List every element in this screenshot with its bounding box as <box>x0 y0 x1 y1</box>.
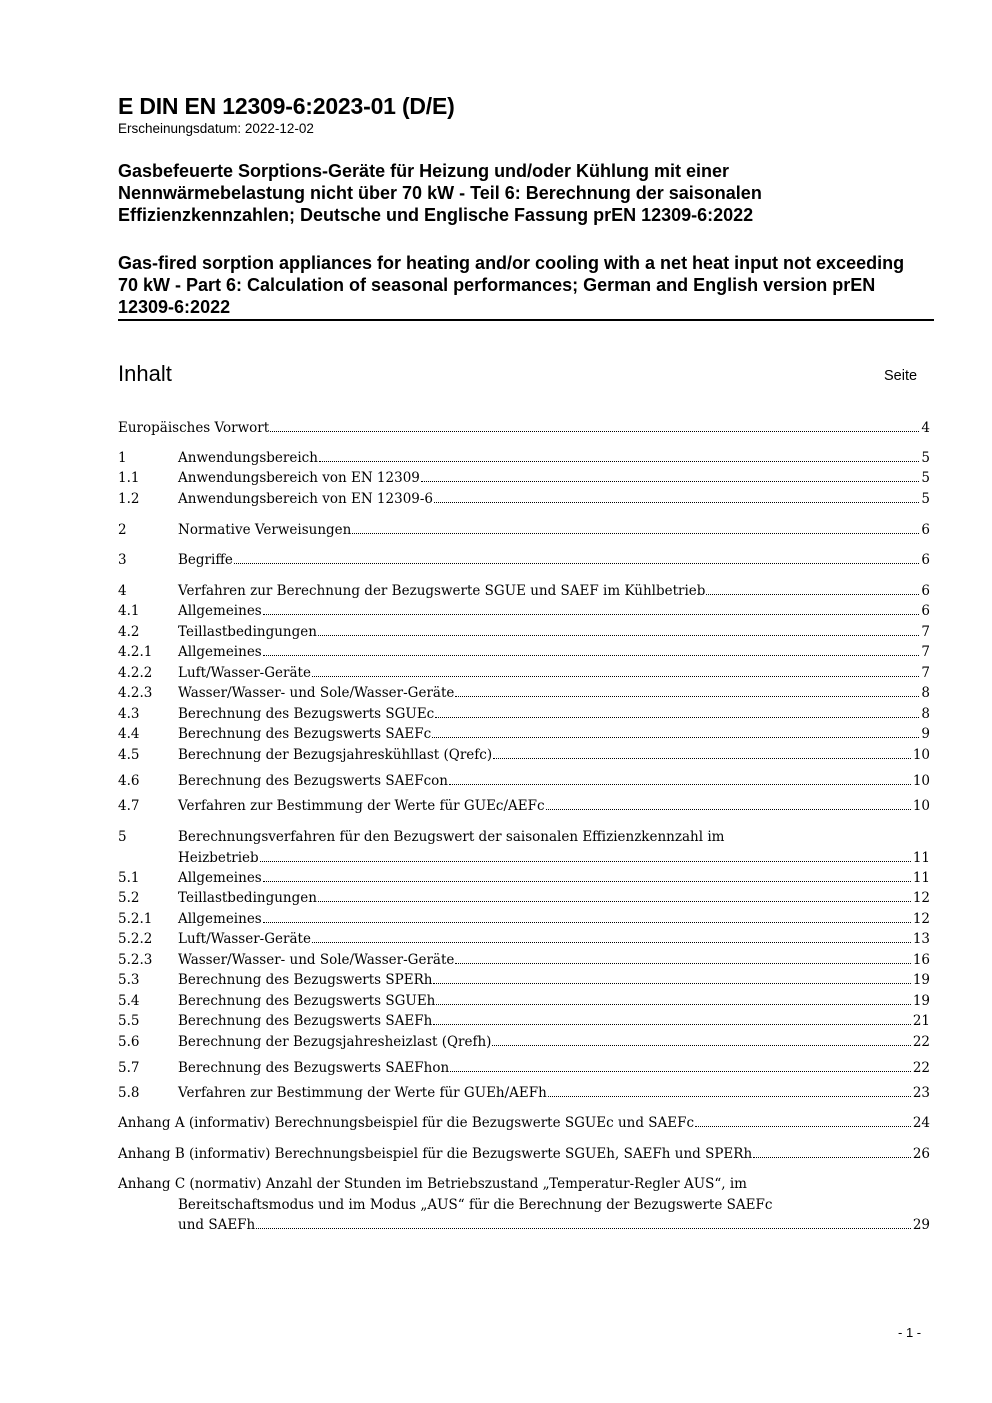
toc-entry-title: Berechnung des Bezugswerts SAEFc <box>178 726 432 742</box>
toc-leader-dots <box>436 991 910 1005</box>
toc-entry-number: 4.6 <box>118 773 140 789</box>
toc-entry-number: 4.4 <box>118 726 140 742</box>
toc-leader-dots <box>432 724 919 738</box>
toc-entry-number: 4.2.1 <box>118 644 153 660</box>
toc-entry[interactable] <box>118 724 930 744</box>
toc-entry-continuation <box>118 1195 930 1215</box>
toc-entry-number: 5.2.2 <box>118 931 153 947</box>
toc-entry-page: 8 <box>921 706 930 722</box>
toc-entry-page: 29 <box>912 1217 930 1233</box>
toc-entry-title: Anhang C (normativ) Anzahl der Stunden im Betriebszustand „Temperatur-Regler AUS“, im <box>118 1176 747 1192</box>
toc-entry-page: 24 <box>912 1115 930 1131</box>
toc-entry-number: 5.1 <box>118 870 140 886</box>
toc-leader-dots <box>434 489 919 503</box>
toc-entry-title: Allgemeines <box>178 870 262 886</box>
toc-entry-title: Berechnungsverfahren für den Bezugswert der saisonalen Effizienzkennzahl im <box>178 829 725 845</box>
toc-heading: Inhalt <box>118 361 172 386</box>
toc-entry[interactable] <box>118 601 930 621</box>
toc-leader-dots <box>449 771 911 785</box>
toc-entry-number: 4.2.3 <box>118 685 153 701</box>
toc-entry-page: 6 <box>921 522 930 538</box>
toc-entry-number: 1 <box>118 450 127 466</box>
toc-entry[interactable] <box>118 663 930 683</box>
toc-entry-page: 19 <box>912 993 930 1009</box>
toc-entry-title: Berechnung des Bezugswerts SGUEc <box>178 706 435 722</box>
toc-entry-page: 13 <box>912 931 930 947</box>
toc-entry[interactable] <box>118 468 930 488</box>
toc-entry-page: 23 <box>912 1085 930 1101</box>
toc-entry[interactable] <box>118 888 930 908</box>
toc-entry-title: Allgemeines <box>178 603 262 619</box>
toc-leader-dots <box>260 848 911 862</box>
toc-entry-page: 5 <box>921 470 930 486</box>
toc-entry-continuation <box>118 848 930 868</box>
toc-entry-title: Berechnung der Bezugsjahresheizlast (Qrefh) <box>178 1034 492 1050</box>
toc-entry[interactable] <box>118 868 930 888</box>
toc-entry-page: 5 <box>921 450 930 466</box>
toc-entry[interactable] <box>118 929 930 949</box>
toc-entry[interactable] <box>118 771 930 791</box>
toc-entry-number: 4.2.2 <box>118 665 153 681</box>
toc-leader-dots <box>312 663 919 677</box>
title-german: Gasbefeuerte Sorptions-Geräte für Heizung und/oder Kühlung mit einer Nennwärmebelastung nicht über 70 kW - Teil 6: Berechnung der saisonalen Effizienzkennzahlen; Deutsche und Englische Fassung prEN 12309-6:2022 <box>118 161 762 225</box>
toc-leader-dots <box>492 1032 910 1046</box>
toc-entry-page: 7 <box>921 644 930 660</box>
toc-entry-number: 5.8 <box>118 1085 140 1101</box>
toc-leader-dots <box>352 520 919 534</box>
toc-leader-dots <box>318 622 919 636</box>
toc-entry[interactable] <box>118 827 930 847</box>
toc-entry-page: 19 <box>912 972 930 988</box>
toc-entry-page: 16 <box>912 952 930 968</box>
toc-leader-dots <box>263 868 911 882</box>
toc-entry-number: 5.3 <box>118 972 140 988</box>
toc-entry-title: Wasser/Wasser- und Sole/Wasser-Geräte <box>178 952 455 968</box>
toc-entry[interactable] <box>118 1144 930 1164</box>
toc-entry[interactable] <box>118 1011 930 1031</box>
toc-leader-dots <box>270 418 919 432</box>
toc-entry-page: 22 <box>912 1034 930 1050</box>
toc-entry-page: 10 <box>912 798 930 814</box>
toc-entry-page: 5 <box>921 491 930 507</box>
toc-entry-title: Verfahren zur Bestimmung der Werte für GUEc/AEFc <box>178 798 545 814</box>
toc-leader-dots <box>433 1011 910 1025</box>
toc-entry-page: 11 <box>912 870 930 886</box>
toc-entry-title: Berechnung des Bezugswerts SAEFhon <box>178 1060 450 1076</box>
toc-entry-number: 3 <box>118 552 127 568</box>
toc-entry-title: Luft/Wasser-Geräte <box>178 931 311 947</box>
toc-entry-title: Teillastbedingungen <box>178 890 317 906</box>
toc-entry-page: 21 <box>912 1013 930 1029</box>
toc-entry[interactable] <box>118 683 930 703</box>
toc-entry-number: 1.2 <box>118 491 140 507</box>
toc-leader-dots <box>319 448 919 462</box>
toc-leader-dots <box>493 745 911 759</box>
toc-entry[interactable] <box>118 448 930 468</box>
toc-entry-title-continued: Bereitschaftsmodus und im Modus „AUS“ für die Berechnung der Bezugswerte SAEFc <box>178 1197 773 1213</box>
toc-entry-page: 12 <box>912 890 930 906</box>
toc-entry[interactable] <box>118 745 930 765</box>
toc-entry[interactable] <box>118 796 930 816</box>
toc-entry-title: Teillastbedingungen <box>178 624 317 640</box>
toc-entry-title: Verfahren zur Berechnung der Bezugswerte SGUE und SAEF im Kühlbetrieb <box>178 583 706 599</box>
toc-entry-title: Begriffe <box>178 552 233 568</box>
toc-entry-title: Allgemeines <box>178 911 262 927</box>
toc-entry-page: 6 <box>921 603 930 619</box>
toc-entry[interactable] <box>118 418 930 438</box>
toc-entry-page: 26 <box>912 1146 930 1162</box>
toc-entry[interactable] <box>118 581 930 601</box>
toc-entry-number: 5.4 <box>118 993 140 1009</box>
toc-leader-dots <box>706 581 919 595</box>
toc-entry-number: 5 <box>118 829 127 845</box>
document-id: E DIN EN 12309-6:2023-01 (D/E) <box>118 93 455 119</box>
toc-entry-title: Europäisches Vorwort <box>118 420 270 436</box>
toc-entry[interactable] <box>118 970 930 990</box>
table-of-contents <box>118 0 930 1403</box>
toc-entry-number: 5.6 <box>118 1034 140 1050</box>
publication-date: Erscheinungsdatum: 2022-12-02 <box>118 121 314 136</box>
toc-entry[interactable] <box>118 489 930 509</box>
toc-entry-title-continued: Heizbetrieb <box>178 850 259 866</box>
toc-entry-title: Berechnung des Bezugswerts SAEFh <box>178 1013 433 1029</box>
toc-entry-number: 1.1 <box>118 470 140 486</box>
toc-entry-title: Normative Verweisungen <box>178 522 352 538</box>
toc-leader-dots <box>435 704 919 718</box>
toc-entry[interactable] <box>118 520 930 540</box>
toc-entry[interactable] <box>118 1032 930 1052</box>
toc-entry-page: 6 <box>921 552 930 568</box>
toc-leader-dots <box>263 642 920 656</box>
toc-leader-dots <box>263 909 911 923</box>
toc-entry[interactable] <box>118 622 930 642</box>
toc-entry[interactable] <box>118 1083 930 1103</box>
toc-leader-dots <box>312 929 911 943</box>
toc-entry-title: Berechnung des Bezugswerts SAEFcon <box>178 773 449 789</box>
toc-entry-number: 4.7 <box>118 798 140 814</box>
toc-entry-title: Verfahren zur Bestimmung der Werte für GUEh/AEFh <box>178 1085 547 1101</box>
toc-entry-title: Wasser/Wasser- und Sole/Wasser-Geräte <box>178 685 455 701</box>
toc-entry-title: Berechnung des Bezugswerts SGUEh <box>178 993 436 1009</box>
toc-entry-page: 8 <box>921 685 930 701</box>
toc-leader-dots <box>548 1083 911 1097</box>
toc-page-label: Seite <box>884 368 918 384</box>
toc-leader-dots <box>234 550 920 564</box>
toc-entry-continuation <box>118 1215 930 1235</box>
toc-entry-number: 4.1 <box>118 603 140 619</box>
toc-entry-title: Anwendungsbereich von EN 12309 <box>178 470 420 486</box>
toc-entry-number: 5.2.3 <box>118 952 153 968</box>
page-number: - 1 - <box>898 1325 922 1340</box>
toc-leader-dots <box>455 950 910 964</box>
toc-entry[interactable] <box>118 1058 930 1078</box>
toc-entry-number: 4 <box>118 583 127 599</box>
toc-entry-title: Luft/Wasser-Geräte <box>178 665 311 681</box>
toc-entry-title: Anwendungsbereich <box>178 450 318 466</box>
toc-entry-page: 7 <box>921 665 930 681</box>
toc-entry-page: 6 <box>921 583 930 599</box>
toc-leader-dots <box>450 1058 911 1072</box>
toc-entry[interactable] <box>118 550 930 570</box>
toc-entry-page: 11 <box>912 850 930 866</box>
toc-entry-title: Berechnung der Bezugsjahreskühllast (Qrefc) <box>178 747 493 763</box>
toc-entry-number: 5.2.1 <box>118 911 153 927</box>
toc-entry-number: 2 <box>118 522 127 538</box>
toc-entry-number: 4.3 <box>118 706 140 722</box>
toc-entry-number: 5.2 <box>118 890 140 906</box>
toc-entry-number: 5.7 <box>118 1060 140 1076</box>
toc-entry-title: Anhang B (informativ) Berechnungsbeispiel für die Bezugswerte SGUEh, SAEFh und SPERh <box>118 1146 753 1162</box>
toc-leader-dots <box>256 1215 911 1229</box>
toc-entry-title: Anwendungsbereich von EN 12309-6 <box>178 491 434 507</box>
toc-entry-page: 9 <box>921 726 930 742</box>
toc-leader-dots <box>263 601 920 615</box>
toc-entry-page: 10 <box>912 747 930 763</box>
toc-leader-dots <box>421 468 920 482</box>
toc-entry-title: Anhang A (informativ) Berechnungsbeispiel für die Bezugswerte SGUEc und SAEFc <box>118 1115 695 1131</box>
toc-entry-page: 7 <box>921 624 930 640</box>
toc-entry[interactable] <box>118 909 930 929</box>
toc-entry-page: 12 <box>912 911 930 927</box>
toc-leader-dots <box>433 970 910 984</box>
toc-entry-number: 4.5 <box>118 747 140 763</box>
toc-entry[interactable] <box>118 1174 930 1194</box>
toc-entry-title: Berechnung des Bezugswerts SPERh <box>178 972 433 988</box>
toc-leader-dots <box>318 888 911 902</box>
title-english: Gas-fired sorption appliances for heating and/or cooling with a net heat input not exceeding 70 kW - Part 6: Calculation of seasonal performances; German and English version prEN 12309-6:2022 <box>118 253 905 317</box>
toc-entry-page: 10 <box>912 773 930 789</box>
toc-leader-dots <box>695 1113 911 1127</box>
toc-entry-title: Allgemeines <box>178 644 262 660</box>
toc-entry-number: 5.5 <box>118 1013 140 1029</box>
toc-leader-dots <box>546 796 911 810</box>
toc-entry[interactable] <box>118 704 930 724</box>
toc-entry[interactable] <box>118 950 930 970</box>
toc-entry-number: 4.2 <box>118 624 140 640</box>
toc-leader-dots <box>455 683 919 697</box>
toc-leader-dots <box>753 1144 911 1158</box>
toc-entry[interactable] <box>118 1113 930 1133</box>
toc-entry-page: 4 <box>921 420 930 436</box>
toc-entry[interactable] <box>118 991 930 1011</box>
toc-entry[interactable] <box>118 642 930 662</box>
toc-entry-page: 22 <box>912 1060 930 1076</box>
toc-entry-title-continued: und SAEFh <box>178 1217 256 1233</box>
